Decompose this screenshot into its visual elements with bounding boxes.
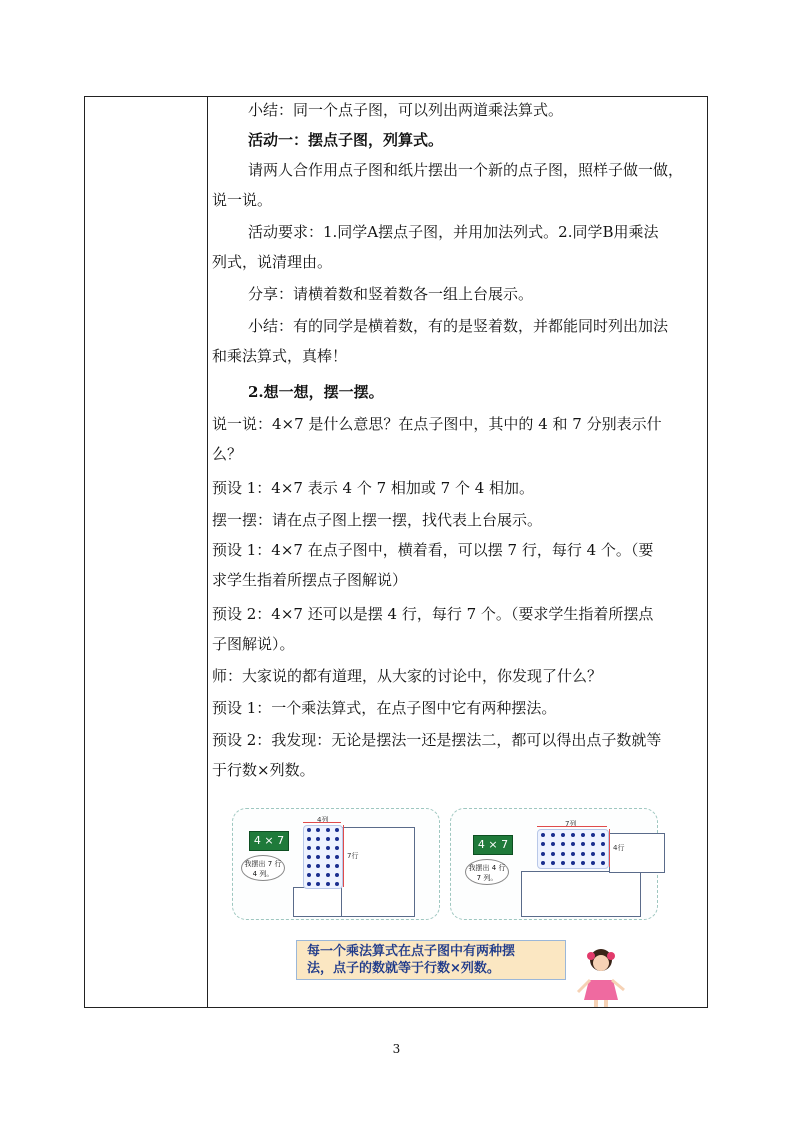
note-line-1: 每一个乘法算式在点子图中有两种摆 — [307, 944, 516, 959]
text-line-s2: 小结：有的同学是横着数，有的是竖着数，并都能同时列出加法 — [248, 317, 669, 335]
text-line-b1: 摆一摆：请在点子图上摆一摆，找代表上台展示。 — [212, 511, 543, 529]
dot — [326, 855, 330, 859]
paper-block-right-right — [609, 833, 665, 873]
side-label-right: 4行 — [613, 844, 625, 852]
dot — [335, 882, 339, 886]
left-dot-panel — [232, 808, 440, 920]
dot — [591, 861, 595, 865]
dot — [307, 855, 311, 859]
dot — [601, 833, 605, 837]
text-line-y1: 预设 1：4×7 表示 4 个 7 相加或 7 个 4 相加。 — [212, 479, 535, 497]
dot — [335, 846, 339, 850]
text-line-s2b: 和乘法算式，真棒！ — [212, 347, 348, 365]
dot — [551, 852, 555, 856]
text-line-h2: 2.想一想，摆一摆。 — [248, 383, 384, 401]
dot — [541, 833, 545, 837]
top-label-left: 4列 — [317, 816, 329, 824]
dot — [561, 861, 565, 865]
speech-bubble-left: 我摆出 7 行 4 列。 — [241, 855, 285, 881]
girl-character-illustration — [574, 946, 628, 1008]
dot — [601, 842, 605, 846]
dot — [326, 882, 330, 886]
text-line-p1b: 说一说。 — [212, 191, 273, 209]
dot — [307, 864, 311, 868]
side-label-left: 7行 — [347, 852, 359, 860]
dot — [307, 828, 311, 832]
text-line-t1: 师：大家说的都有道理，从大家的讨论中，你发现了什么？ — [212, 667, 603, 685]
dot — [326, 828, 330, 832]
dot — [581, 852, 585, 856]
summary-note-box — [296, 940, 566, 980]
paper-block-bottom-right — [521, 871, 641, 917]
dot — [316, 873, 320, 877]
dot — [551, 833, 555, 837]
column-divider — [207, 97, 208, 1007]
dot — [551, 861, 555, 865]
dot — [551, 842, 555, 846]
dot — [326, 873, 330, 877]
dot — [335, 864, 339, 868]
dot — [571, 852, 575, 856]
side-brace-left — [343, 825, 344, 887]
dot-grid-right — [537, 829, 609, 869]
text-line-q1: 说一说：4×7 是什么意思？在点子图中，其中的 4 和 7 分别表示什 — [212, 415, 662, 433]
dot — [335, 873, 339, 877]
dot — [571, 833, 575, 837]
chalkboard-right: 4 × 7 — [473, 835, 513, 855]
dot — [316, 846, 320, 850]
dot — [591, 842, 595, 846]
dot — [326, 837, 330, 841]
dot — [335, 828, 339, 832]
text-line-y2b: 求学生指着所摆点子图解说） — [212, 571, 408, 589]
text-line-p1: 请两人合作用点子图和纸片摆出一个新的点子图，照样子做一做， — [248, 161, 684, 179]
note-line-2: 法，点子的数就等于行数×列数。 — [307, 961, 500, 976]
text-line-y3: 预设 2：4×7 还可以是摆 4 行，每行 7 个。（要求学生指着所摆点 — [212, 605, 654, 623]
dot — [581, 842, 585, 846]
dot — [561, 842, 565, 846]
dot — [601, 852, 605, 856]
dot — [316, 828, 320, 832]
dot — [591, 833, 595, 837]
text-line-s1: 小结：同一个点子图，可以列出两道乘法算式。 — [248, 101, 564, 119]
dot — [307, 846, 311, 850]
dot — [571, 861, 575, 865]
dot — [541, 852, 545, 856]
dot — [307, 882, 311, 886]
dot — [316, 864, 320, 868]
chalkboard-left: 4 × 7 — [249, 831, 289, 851]
dot — [591, 852, 595, 856]
dot — [326, 846, 330, 850]
top-label-right: 7列 — [565, 820, 577, 828]
dot — [571, 842, 575, 846]
dot — [541, 861, 545, 865]
page-number: 3 — [392, 1042, 401, 1056]
dot — [601, 861, 605, 865]
text-line-sh: 分享：请横着数和竖着数各一组上台展示。 — [248, 285, 534, 303]
top-brace-left — [303, 822, 341, 823]
top-brace-right — [537, 826, 607, 827]
dot — [561, 852, 565, 856]
text-line-r1: 活动要求：1.同学A摆点子图，并用加法列式。2.同学B用乘法 — [248, 223, 659, 241]
text-line-y5: 预设 2：我发现：无论是摆法一还是摆法二，都可以得出点子数就等 — [212, 731, 662, 749]
text-line-y5b: 于行数×列数。 — [212, 761, 315, 779]
paper-block-right-left — [341, 827, 415, 917]
dot — [335, 837, 339, 841]
dot — [307, 837, 311, 841]
text-line-q1b: 么？ — [212, 445, 243, 463]
dot — [326, 864, 330, 868]
dot — [316, 837, 320, 841]
dot — [581, 861, 585, 865]
text-line-y2: 预设 1：4×7 在点子图中，横着看，可以摆 7 行，每行 4 个。（要 — [212, 541, 654, 559]
dot — [316, 882, 320, 886]
text-line-r1b: 列式，说清理由。 — [212, 253, 333, 271]
text-line-y4: 预设 1：一个乘法算式，在点子图中它有两种摆法。 — [212, 699, 557, 717]
dot — [541, 842, 545, 846]
dot — [307, 873, 311, 877]
side-brace-right — [609, 829, 610, 867]
text-line-a1: 活动一：摆点子图，列算式。 — [248, 131, 444, 149]
text-line-y3b: 子图解说）。 — [212, 635, 295, 653]
dot-grid-left — [303, 825, 343, 889]
speech-bubble-right: 我摆出 4 行 7 列。 — [465, 859, 509, 885]
dot — [561, 833, 565, 837]
dot — [335, 855, 339, 859]
dot — [581, 833, 585, 837]
right-dot-panel — [450, 808, 658, 920]
dot — [316, 855, 320, 859]
